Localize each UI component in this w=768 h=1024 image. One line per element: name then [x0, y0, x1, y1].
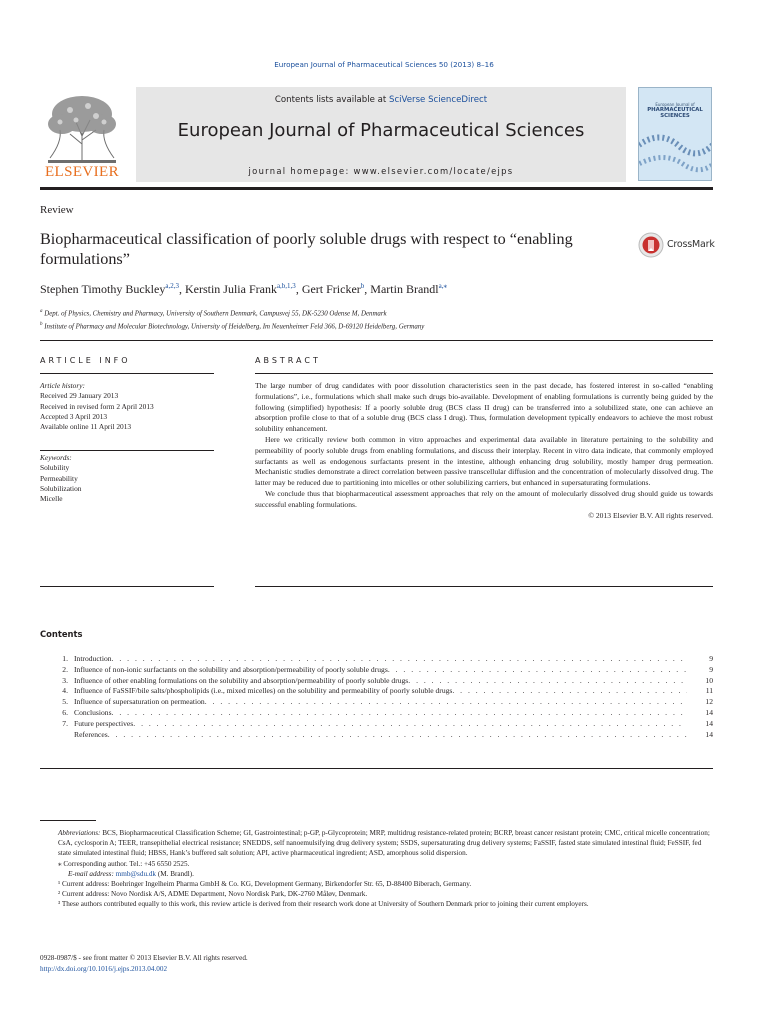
keywords [40, 453, 214, 504]
sciverse-link[interactable]: SciVerse ScienceDirect [388, 95, 488, 105]
toc-leader [388, 665, 687, 676]
toc-page: 14 [705, 707, 713, 717]
article-title: Biopharmaceutical classification of poorly soluble drugs with respect to “enabling formulations” [40, 230, 573, 268]
affiliation-rule [40, 340, 713, 341]
keyword: Solubilization [40, 483, 82, 493]
author-1: Stephen Timothy Buckley [40, 282, 166, 296]
toc-leader [408, 676, 687, 687]
keyword: Permeability [40, 473, 78, 483]
author-list [40, 282, 447, 297]
keywords-label: Keywords: [40, 453, 72, 462]
footnote-1: ¹ Current address: Boehringer Ingelheim Pharma GmbH & Co. KG, Development Germany, Birkendorfer Str. 65, D-88400 Biberach, Germany. [58, 880, 472, 889]
abstract-paragraph: Here we critically review both common in vitro approaches and experimental data available in literature pertaining to the solubility and permeability of poorly soluble drugs from enabling formulations, and discuss their interplay. Recent in vitro data indicate, that commonly employed surfactants as well as endogenous surfactants present in the intestine, although enhancing drug solubility, mostly hamper drug permeation. Mechanistic studies demonstrate a direct correlation between passive transcellular diffusion and the concentration of molecularly dissolved drug. The latter may be reduced due to partitioning into micelles or other solubilizing carriers, but enhanced in supersaturating formulations. [255, 434, 713, 488]
toc-title: Introduction [74, 654, 112, 663]
table-of-contents [40, 654, 713, 740]
toc-number: 1. [62, 654, 68, 663]
toc-leader [452, 686, 687, 697]
abbreviations-label: Abbreviations: [58, 829, 101, 837]
abstract-copyright: © 2013 Elsevier B.V. All rights reserved. [588, 510, 713, 520]
toc-item[interactable] [40, 676, 713, 687]
author-separator: , [295, 282, 302, 296]
toc-leader [108, 730, 687, 741]
author-3: Gert Fricker [301, 282, 361, 296]
toc-number: 6. [62, 707, 68, 717]
email-note [40, 869, 713, 879]
email-link[interactable]: mmb@sdu.dk [115, 869, 157, 878]
toc-page: 14 [705, 718, 713, 728]
author-2-affil[interactable]: a,b,1,3 [276, 282, 296, 290]
toc-title: References [74, 729, 108, 739]
crossmark-button[interactable] [638, 232, 718, 258]
toc-page: 9 [709, 664, 713, 674]
toc-item[interactable] [40, 654, 713, 665]
email-suffix: (M. Brandl). [156, 869, 194, 878]
keyword: Micelle [40, 494, 63, 504]
doi-link[interactable]: http://dx.doi.org/10.1016/j.ejps.2013.04.002 [40, 964, 168, 973]
toc-number: 7. [62, 718, 68, 728]
toc-page: 10 [705, 675, 713, 685]
toc-title: Influence of non-ionic surfactants on the solubility and absorption/permeability of poorly soluble drugs [74, 664, 388, 674]
affiliation-a-text: Dept. of Physics, Chemistry and Pharmacy, University of Southern Denmark, Campusvej 55, DK-5230 Odense M, Denmark [44, 310, 387, 318]
issn-doi-block [40, 953, 248, 975]
issn-line: 0928-0987/$ - see front matter © 2013 Elsevier B.V. All rights reserved. [40, 954, 248, 962]
toc-item[interactable] [40, 708, 713, 719]
contents-heading: Contents [40, 629, 83, 639]
toc-leader [205, 697, 687, 708]
history-label: Article history: [40, 381, 85, 390]
author-1-affil[interactable]: a,2,3 [165, 282, 179, 290]
footnote-rule [40, 820, 96, 821]
toc-page: 14 [705, 729, 713, 739]
toc-page: 12 [705, 697, 713, 707]
contents-availability-line [136, 95, 626, 105]
toc-page: 9 [709, 654, 713, 663]
footnote-2: ² Current address: Novo Nordisk A/S, ADME Department, Novo Nordisk Park, DK-2760 Måløv, Denmark. [58, 890, 368, 899]
contents-rule [40, 768, 713, 769]
toc-item[interactable] [40, 686, 713, 697]
affiliation-b-text: Institute of Pharmacy and Molecular Biotechnology, University of Heidelberg, Im Neuenheimer Feld 366, D-69120 Heidelberg, Germany [44, 323, 425, 331]
crossmark-icon [638, 232, 664, 258]
journal-cover-image [638, 87, 712, 181]
abstract-rule [255, 373, 713, 374]
toc-leader [112, 708, 687, 719]
history-online: Available online 11 April 2013 [40, 422, 132, 432]
article-type: Review [40, 204, 74, 216]
author-separator: , [178, 282, 185, 296]
toc-item[interactable] [40, 697, 713, 708]
toc-item[interactable] [40, 665, 713, 676]
article-info-rule [40, 373, 214, 374]
journal-homepage[interactable]: journal homepage: www.elsevier.com/locate/ejps [248, 166, 514, 176]
toc-title: Conclusions [74, 707, 112, 717]
author-3-affil[interactable]: b [360, 282, 365, 290]
history-revised: Received in revised form 2 April 2013 [40, 401, 154, 411]
abstract-paragraph: We conclude thus that biopharmaceutical assessment approaches that rely on the amount of molecularly dissolved drug should guide us towards successful enabling formulations. [255, 488, 713, 509]
toc-number: 5. [62, 697, 68, 707]
author-2: Kerstin Julia Frank [184, 282, 277, 296]
toc-title: Influence of FaSSIF/bile salts/phospholipids (i.e., mixed micelles) on the solubility and permeability of poorly soluble drugs [74, 686, 453, 696]
toc-leader [133, 719, 687, 730]
abstract-heading: ABSTRACT [255, 356, 321, 365]
keyword: Solubility [40, 463, 70, 473]
author-4: Martin Brandl [370, 282, 439, 296]
abbreviations-text: BCS, Biopharmaceutical Classification Scheme; GI, Gastrointestinal; p-GP, p-Glycoprotein; MRP, multidrug resistance-related protein; BCRP, breast cancer resistant protein; CMC, critical micelle concentration; CsA, cyclosporin A; TEER, transepithelial electrical resistance; SNEDDS, self nanoemulsifying drug delivery system; SSDS, supersaturating drug delivery systems; FaSSIF, fasted state simulated intestinal fluid; FeSSIF, fed state simulated intestinal fluid; HBSS, Hank’s buffered salt solution; API, active pharmaceutical ingredient; ASD, amorphous solid dispersion. [58, 829, 710, 858]
toc-title: Future perspectives [74, 718, 134, 728]
abstract-rule [255, 586, 713, 587]
elsevier-wordmark: ELSEVIER [44, 164, 120, 180]
header-rule [40, 187, 713, 190]
journal-citation-link[interactable]: European Journal of Pharmaceutical Sciences 50 (2013) 8–16 [274, 60, 494, 69]
footnote-3: ³ These authors contributed equally to this work, this review article is derived from their research work done at University of Southern Denmark prior to joining their current employers. [58, 900, 589, 909]
crossmark-label: CrossMark [667, 239, 715, 250]
author-separator: , [364, 282, 371, 296]
toc-title: Influence of supersaturation on permeation [74, 697, 205, 707]
abstract-body [255, 381, 713, 521]
corresponding-author-note: ⁎ Corresponding author. Tel.: +45 6550 2525. [58, 859, 190, 868]
email-label: E-mail address: [68, 869, 116, 878]
journal-title: European Journal of Pharmaceutical Sciences [177, 120, 585, 141]
article-history [40, 381, 214, 432]
toc-number: 3. [62, 675, 68, 685]
cover-line-1: European Journal of [655, 102, 695, 107]
abstract-paragraph: The large number of drug candidates with poor dissolution characteristics seen in the past decade, has fostered interest in so-called “enabling formulations”, i.e., formulations which shall make such drugs bio-available. Development of enabling formulations is currently being guided by the following (simplified) hypothesis: If a poorly soluble drug (BCS class II drug) can be transferred into a solubilized state, one can achieve an absorption profile close to that of a soluble drug (BCS class I drug). Thus, formulation development typically endeavors to achieve the most robust solubility enhancement. [255, 381, 713, 434]
cover-line-2: PHARMACEUTICAL [647, 107, 703, 113]
footnotes [40, 828, 713, 910]
toc-title: Influence of other enabling formulations on the solubility and absorption/permeability of poorly soluble drugs [74, 675, 409, 685]
toc-leader [112, 654, 687, 665]
affiliation-a [40, 306, 424, 319]
author-4-affil[interactable]: a,⁎ [438, 282, 447, 290]
toc-page: 11 [705, 686, 713, 696]
toc-number: 4. [62, 686, 68, 696]
affiliation-b [40, 319, 424, 332]
affiliation-b-marker: b [40, 322, 43, 328]
cover-line-3: SCIENCES [660, 113, 690, 119]
toc-item[interactable] [40, 719, 713, 730]
toc-number [40, 730, 74, 741]
toc-number: 2. [62, 664, 68, 674]
history-received: Received 29 January 2013 [40, 391, 119, 401]
article-info-rule [40, 450, 214, 451]
affiliations [40, 306, 424, 333]
article-info-rule [40, 586, 214, 587]
article-info-heading: ARTICLE INFO [40, 356, 131, 365]
toc-item[interactable] [40, 730, 713, 741]
history-accepted: Accepted 3 April 2013 [40, 411, 108, 421]
abbreviations-note [40, 828, 713, 859]
contents-prefix: Contents lists available at [274, 95, 389, 105]
affiliation-a-marker: a [40, 309, 43, 314]
